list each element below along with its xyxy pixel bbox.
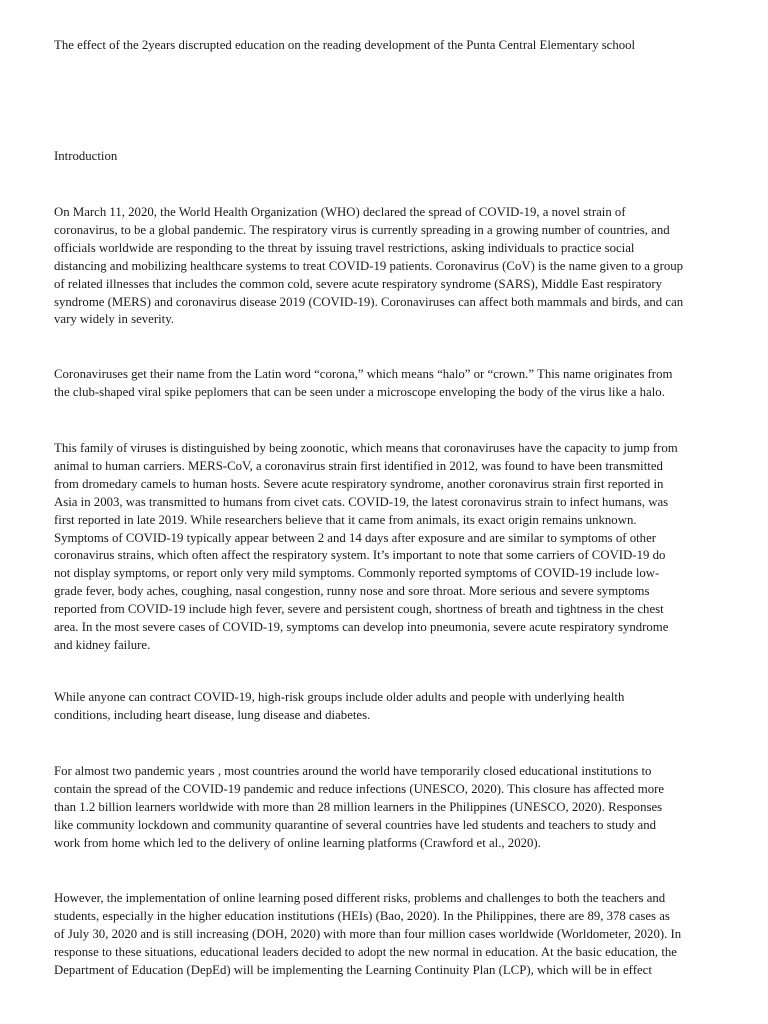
- paragraph-4: [54, 689, 738, 725]
- text-line: of related illnesses that includes the common cold, severe acute respiratory syndrome (SARS), Middle East respiratory: [54, 276, 663, 291]
- text-line: contain the spread of the COVID-19 pandemic and reduce infections (UNESCO, 2020). This closure has affected more: [54, 781, 665, 796]
- text-line: This family of viruses is distinguished by being zoonotic, which means that coronaviruses have the capacity to jump from: [54, 441, 678, 455]
- text-line: animal to human carriers. MERS-CoV, a coronavirus strain first identified in 2012, was found to have been transmitted: [54, 458, 663, 473]
- text-line: from dromedary camels to human hosts. Severe acute respiratory syndrome, another coronavirus strain first reported in: [54, 476, 664, 491]
- text-line: the club-shaped viral spike peplomers that can be seen under a microscope enveloping the body of the virus like a halo.: [54, 384, 665, 399]
- text-line: conditions, including heart disease, lung disease and diabetes.: [54, 707, 371, 722]
- text-line: reported from COVID-19 include high fever, severe and persistent cough, shortness of breath and tightness in the chest: [54, 602, 664, 617]
- text-line: students, especially in the higher education institutions (HEIs) (Bao, 2020). In the Philippines, there are 89, 378 cases as: [54, 908, 670, 923]
- text-line: Coronaviruses get their name from the Latin word “corona,” which means “halo” or “crown.” This name originates from: [54, 367, 673, 381]
- text-line: first reported in late 2019. While researchers believe that it came from animals, its exact origin remains unknown.: [54, 512, 637, 527]
- text-line: than 1.2 billion learners worldwide with more than 28 million learners in the Philippines (UNESCO, 2020). Responses: [54, 799, 663, 814]
- section-heading-introduction: Introduction: [54, 149, 118, 163]
- text-line: However, the implementation of online learning posed different risks, problems and challenges to both the teachers and: [54, 891, 666, 905]
- text-line: not display symptoms, or report only very mild symptoms. Commonly reported symptoms of COVID-19 include low-: [54, 566, 660, 581]
- document-title: The effect of the 2years discrupted education on the reading development of the Punta Central Elementary school: [54, 38, 636, 52]
- paragraph-6: [54, 890, 738, 980]
- paragraph-2: [54, 366, 738, 402]
- text-line: distancing and mobilizing healthcare systems to treat COVID-19 patients. Coronavirus (CoV) is the name given to a group: [54, 258, 684, 273]
- text-line: coronavirus strains, which often affect the respiratory system. It’s important to note that some carriers of COVID-19 do: [54, 548, 666, 563]
- text-line: Department of Education (DepEd) will be implementing the Learning Continuity Plan (LCP), which will be in effect: [54, 962, 652, 977]
- text-line: While anyone can contract COVID-19, high-risk groups include older adults and people with underlying health: [54, 690, 625, 704]
- text-line: syndrome (MERS) and coronavirus disease 2019 (COVID-19). Coronaviruses can affect both mammals and birds, and can: [54, 294, 684, 309]
- document-page: [54, 0, 738, 1024]
- paragraph-5: [54, 763, 738, 853]
- text-line: area. In the most severe cases of COVID-19, symptoms can develop into pneumonia, severe acute respiratory syndrome: [54, 620, 669, 635]
- text-line: officials worldwide are responding to the threat by issuing travel restrictions, asking individuals to practice social: [54, 240, 635, 255]
- text-line: response to these situations, educational leaders decided to adopt the new normal in education. At the basic education, the: [54, 944, 677, 959]
- text-line: Symptoms of COVID-19 typically appear between 2 and 14 days after exposure and are similar to symptoms of other: [54, 530, 657, 545]
- text-line: On March 11, 2020, the World Health Organization (WHO) declared the spread of COVID-19, a novel strain of: [54, 205, 626, 219]
- text-line: vary widely in severity.: [54, 312, 174, 327]
- paragraph-3: [54, 440, 738, 655]
- text-line: like community lockdown and community quarantine of several countries have led students and teachers to study and: [54, 817, 657, 832]
- text-line: Asia in 2003, was transmitted to humans from civet cats. COVID-19, the latest coronavirus strain to infect humans, was: [54, 494, 669, 509]
- text-line: of July 30, 2020 and is still increasing (DOH, 2020) with more than four million cases worldwide (Worldometer, 2020). In: [54, 926, 682, 941]
- paragraph-1: [54, 204, 738, 329]
- text-line: and kidney failure.: [54, 637, 151, 652]
- text-line: coronavirus, to be a global pandemic. The respiratory virus is currently spreading in a growing number of countries, and: [54, 222, 670, 237]
- text-line: grade fever, body aches, coughing, nasal congestion, runny nose and sore throat. More serious and severe symptoms: [54, 584, 650, 599]
- text-line: For almost two pandemic years , most countries around the world have temporarily closed educational institutions to: [54, 764, 652, 778]
- text-line: work from home which led to the delivery of online learning platforms (Crawford et al., 2020).: [54, 835, 541, 850]
